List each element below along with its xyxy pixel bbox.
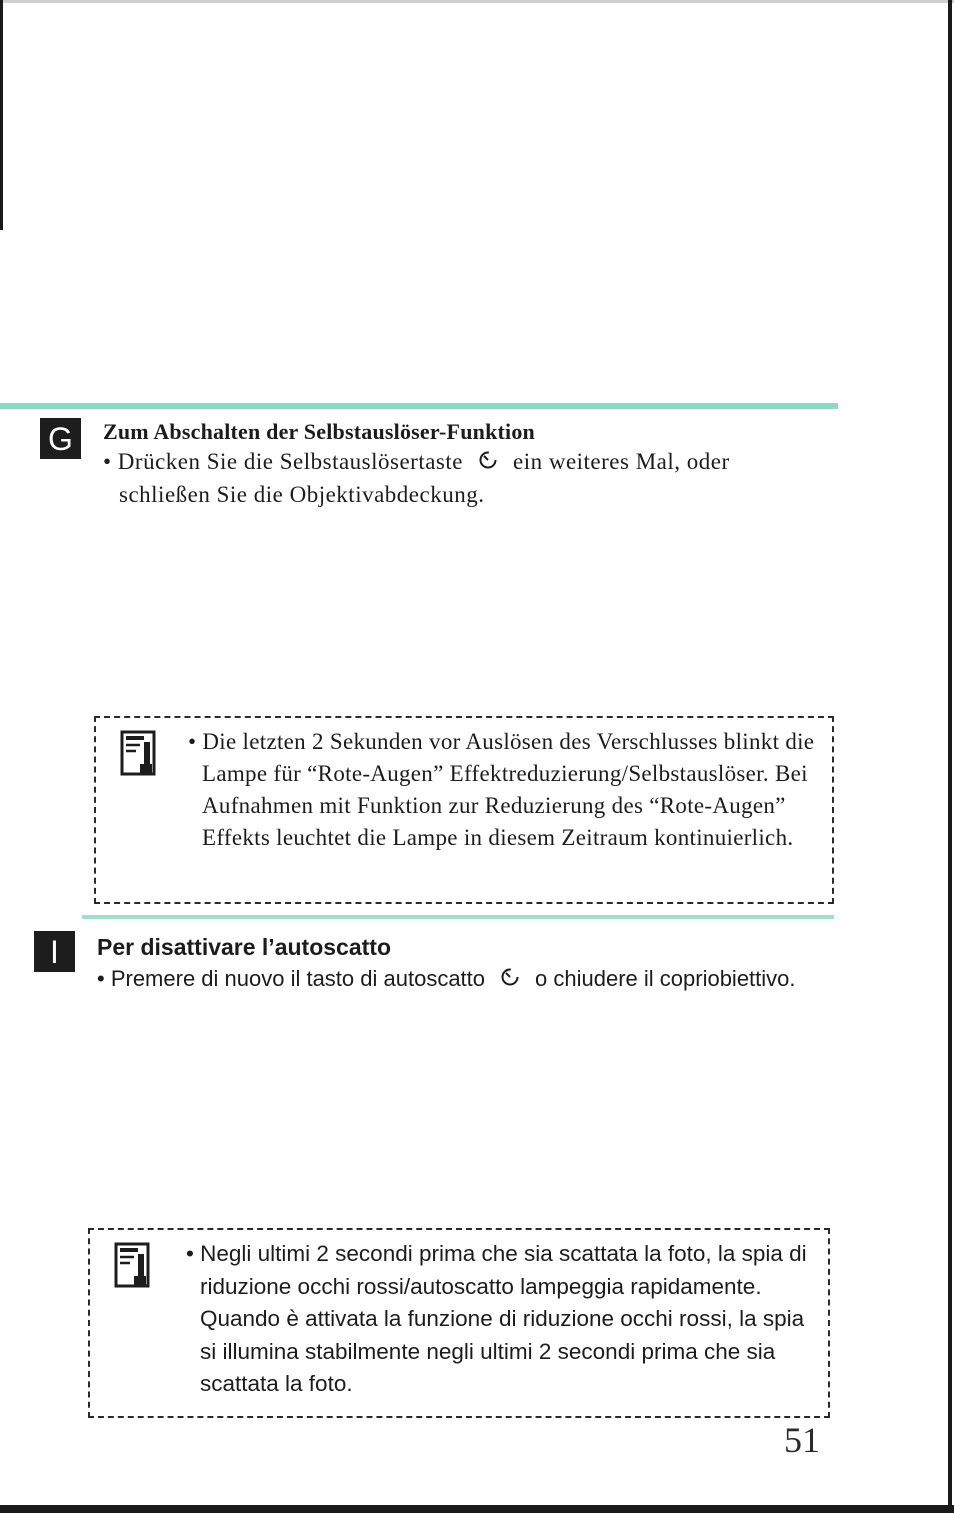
italian-note-box [88,1228,830,1418]
italian-section [97,932,797,995]
memo-pencil-icon [114,1242,152,1290]
language-tab-german [40,418,81,459]
german-heading: Zum Abschalten der Selbstauslöser-Funktion [103,419,535,444]
language-tab-italian [34,931,75,972]
page-left-edge [0,0,3,230]
page-number: 51 [784,1420,820,1460]
german-note-text: • Die letzten 2 Sekunden vor Auslösen des Verschlusses blinkt die Lampe für “Rote-Augen” Effektreduzierung/Selbstauslöser. Bei Aufnahmen mit Funktion zur Reduzierung des “Rote-Augen” Effekts leuchtet die Lampe in diesem Zeitraum kontinuierlich. [188,729,815,850]
memo-pencil-icon [120,730,158,778]
page-top-edge [0,0,954,3]
language-tab-letter: G [48,420,73,457]
german-instruction-start: • Drücken Sie die Selbstauslösertaste [103,449,463,474]
italian-heading: Per disattivare l’autoscatto [97,934,391,960]
language-tab-letter: I [50,933,59,970]
self-timer-icon [499,965,521,995]
german-instruction-end: ein weiteres Mal, oder schließen Sie die Objektivabdeckung. [119,449,730,507]
german-instruction [103,446,803,511]
page-bottom-edge [0,1505,954,1513]
italian-instruction [97,964,797,995]
italian-instruction-end: o chiudere il copriobiettivo. [535,966,796,991]
self-timer-icon [477,447,499,479]
german-section [103,418,803,511]
italian-note-text: • Negli ultimi 2 secondi prima che sia scattata la foto, la spia di riduzione occhi rossi/autoscatto lampeggia rapidamente. Quando è attivata la funzione di riduzione occhi rossi, la spia si illumina stabilmente negli ultimi 2 secondi prima che sia scattata la foto. [186,1241,807,1396]
italian-instruction-start: • Premere di nuovo il tasto di autoscatto [97,966,486,991]
page-right-edge [948,0,952,1513]
section-divider-middle [82,915,834,919]
german-note-box [94,716,834,904]
section-divider-top [0,403,838,409]
